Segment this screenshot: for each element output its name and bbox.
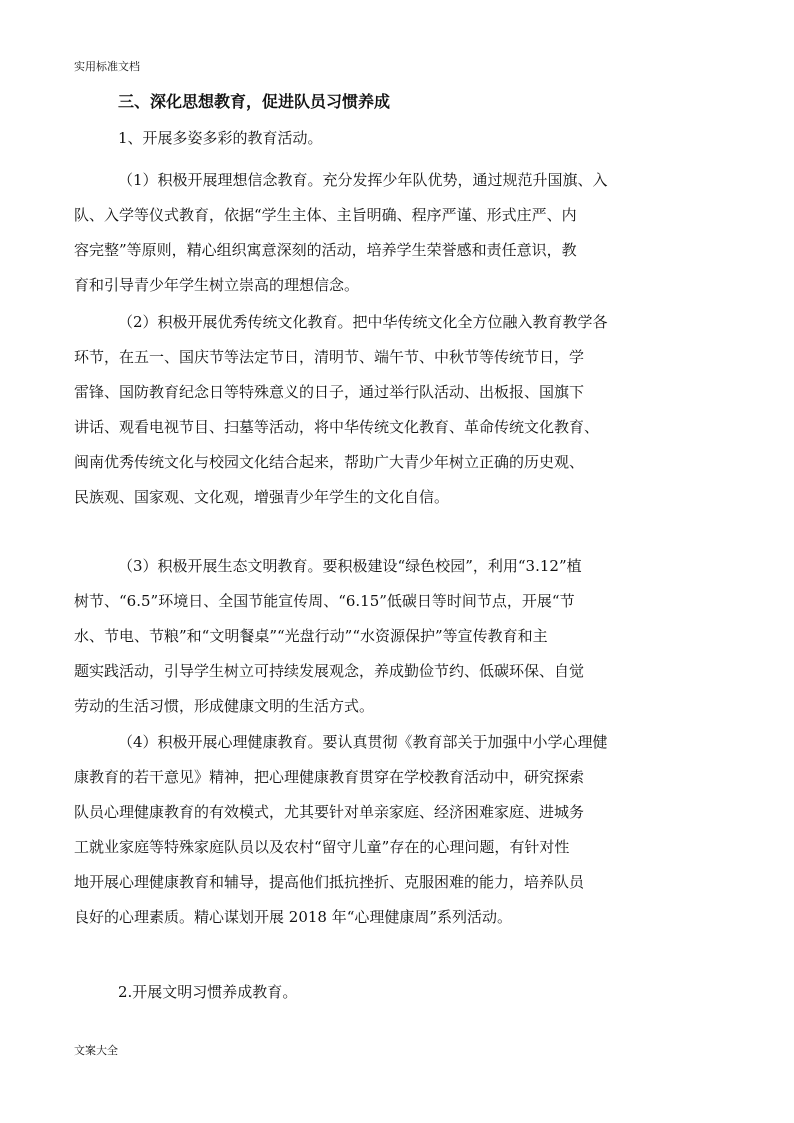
paragraph-line: 树节、“6.5”环境日、全国节能宣传周、“6.15”低碳日等时间节点，开展“节 <box>74 592 575 610</box>
paragraph-ecological-education <box>74 549 722 724</box>
paragraph-ideals-education <box>74 163 722 303</box>
page-footer-label: 文案大全 <box>74 1044 118 1057</box>
subheading-2: 2.开展文明习惯养成教育。 <box>118 983 298 1001</box>
paragraph-line: （4）积极开展心理健康教育。要认真贯彻《教育部关于加强中小学心理健 <box>118 733 608 751</box>
paragraph-line: 水、节电、节粮”和“文明餐桌”“光盘行动”“水资源保护”等宣传教育和主 <box>74 627 548 645</box>
paragraph-line: 育和引导青少年学生树立崇高的理想信念。 <box>74 276 360 294</box>
page-header-label: 实用标准文档 <box>74 60 140 73</box>
paragraph-line: 容完整”等原则，精心组织寓意深刻的活动，培养学生荣誉感和责任意识，教 <box>74 241 577 259</box>
paragraph-line: 队员心理健康教育的有效模式，尤其要针对单亲家庭、经济困难家庭、进城务 <box>74 803 585 821</box>
paragraph-traditional-culture <box>74 305 722 515</box>
paragraph-line: 工就业家庭等特殊家庭队员以及农村“留守儿童”存在的心理问题，有针对性 <box>74 838 570 856</box>
paragraph-line: 闽南优秀传统文化与校园文化结合起来，帮助广大青少年树立正确的历史观、 <box>74 453 585 471</box>
paragraph-line: 环节，在五一、国庆节等法定节日，清明节、端午节、中秋节等传统节日，学 <box>74 348 585 366</box>
paragraph-mental-health <box>74 725 722 935</box>
paragraph-line: 民族观、国家观、文化观，增强青少年学生的文化自信。 <box>74 488 450 506</box>
paragraph-line: 题实践活动，引导学生树立可持续发展观念，养成勤俭节约、低碳环保、自觉 <box>74 662 585 680</box>
paragraph-line: 队、入学等仪式教育，依据“学生主体、主旨明确、程序严谨、形式庄严、内 <box>74 206 577 224</box>
paragraph-line: 讲话、观看电视节目、扫墓等活动，将中华传统文化教育、革命传统文化教育、 <box>74 418 600 436</box>
paragraph-line: （2）积极开展优秀传统文化教育。把中华传统文化全方位融入教育教学各 <box>118 313 608 331</box>
section-title: 三、深化思想教育，促进队员习惯养成 <box>118 92 391 111</box>
paragraph-line: 良好的心理素质。精心谋划开展 2018 年“心理健康周”系列活动。 <box>74 908 513 926</box>
paragraph-line: 地开展心理健康教育和辅导，提高他们抵抗挫折、克服困难的能力，培养队员 <box>74 873 585 891</box>
paragraph-line: 雷锋、国防教育纪念日等特殊意义的日子，通过举行队活动、出板报、国旗下 <box>74 383 585 401</box>
paragraph-line: 劳动的生活习惯，形成健康文明的生活方式。 <box>74 697 375 715</box>
paragraph-line: （3）积极开展生态文明教育。要积极建设“绿色校园”，利用“3.12”植 <box>118 557 582 575</box>
paragraph-line: 康教育的若干意见》精神，把心理健康教育贯穿在学校教育活动中，研究探索 <box>74 768 585 786</box>
paragraph-line: （1）积极开展理想信念教育。充分发挥少年队优势，通过规范升国旗、入 <box>118 171 608 189</box>
subheading-1: 1、开展多姿多彩的教育活动。 <box>118 129 323 147</box>
